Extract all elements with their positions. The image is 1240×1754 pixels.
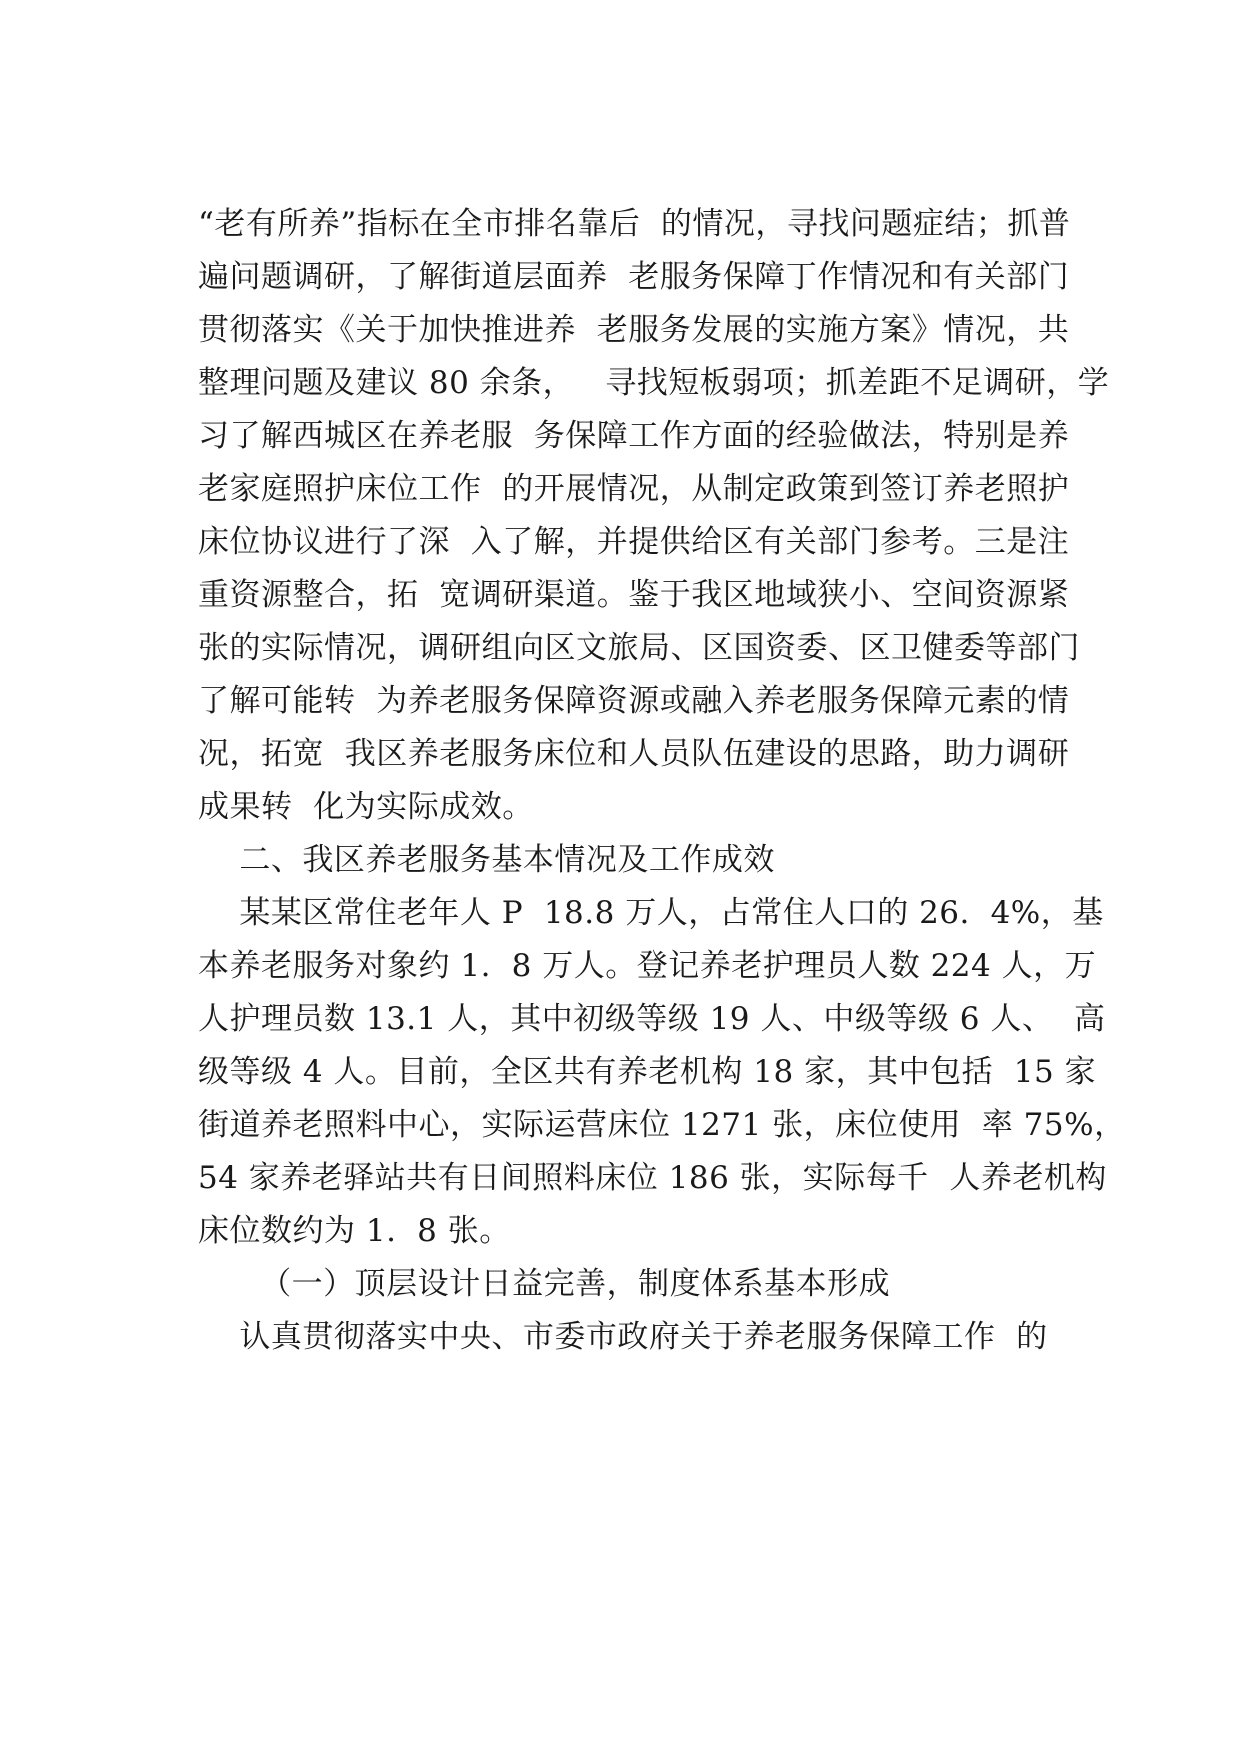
text-line: 习了解西城区在养老服 务保障工作方面的经验做法，特别是养 xyxy=(198,418,1070,454)
text-line: 成果转 化为实际成效。 xyxy=(198,789,534,825)
text-line: 况，拓宽 我区养老服务床位和人员队伍建设的思路，助力调研 xyxy=(198,736,1070,772)
text-line: 遍问题调研，了解街道层面养 老服务保障丁作情况和有关部门 xyxy=(198,259,1070,295)
text-line: 54 家养老驿站共有日间照料床位 186 张，实际每千 人养老机构 xyxy=(198,1160,1107,1196)
text-line: 重资源整合，拓 宽调研渠道。鉴于我区地域狭小、空间资源紧 xyxy=(198,577,1070,613)
text-line: 张的实际情况，调研组向区文旅局、区国资委、区卫健委等部门 xyxy=(198,630,1080,666)
text-line: 级等级 4 人。目前，全区共有养老机构 18 家，其中包括 15 家 xyxy=(198,1054,1097,1090)
text-line: 某某区常住老年人 P 18.8 万人，占常住人口的 26. 4%，基 xyxy=(198,895,1104,931)
text-line: 老家庭照护床位工作 的开展情况，从制定政策到签订养老照护 xyxy=(198,471,1070,507)
subsection-heading: （一）顶层设计日益完善，制度体系基本形成 xyxy=(198,1266,891,1302)
text-line: 整理问题及建议 80 余条， 寻找短板弱项；抓差距不足调研，学 xyxy=(198,365,1110,401)
text-line: 街道养老照料中心，实际运营床位 1271 张，床位使用 率 75%， xyxy=(198,1107,1126,1143)
text-line: 本养老服务对象约 1. 8 万人。登记养老护理员人数 224 人，万 xyxy=(198,948,1097,984)
text-line: 认真贯彻落实中央、市委市政府关于养老服务保障工作 的 xyxy=(198,1319,1048,1355)
text-line: 了解可能转 为养老服务保障资源或融入养老服务保障元素的情 xyxy=(198,683,1070,719)
text-line: 床位数约为 1. 8 张。 xyxy=(198,1213,511,1249)
text-line: 贯彻落实《关于加快推进养 老服务发展的实施方案》情况，共 xyxy=(198,312,1070,348)
text-line: 人护理员数 13.1 人，其中初级等级 19 人、中级等级 6 人、 高 xyxy=(198,1001,1106,1037)
section-heading: 二、我区养老服务基本情况及工作成效 xyxy=(198,842,775,878)
text-line: 床位协议进行了深 入了解，并提供给区有关部门参考。三是注 xyxy=(198,524,1070,560)
text-line: “老有所养”指标在全市排名靠后 的情况，寻找问题症结；抓普 xyxy=(198,206,1071,242)
